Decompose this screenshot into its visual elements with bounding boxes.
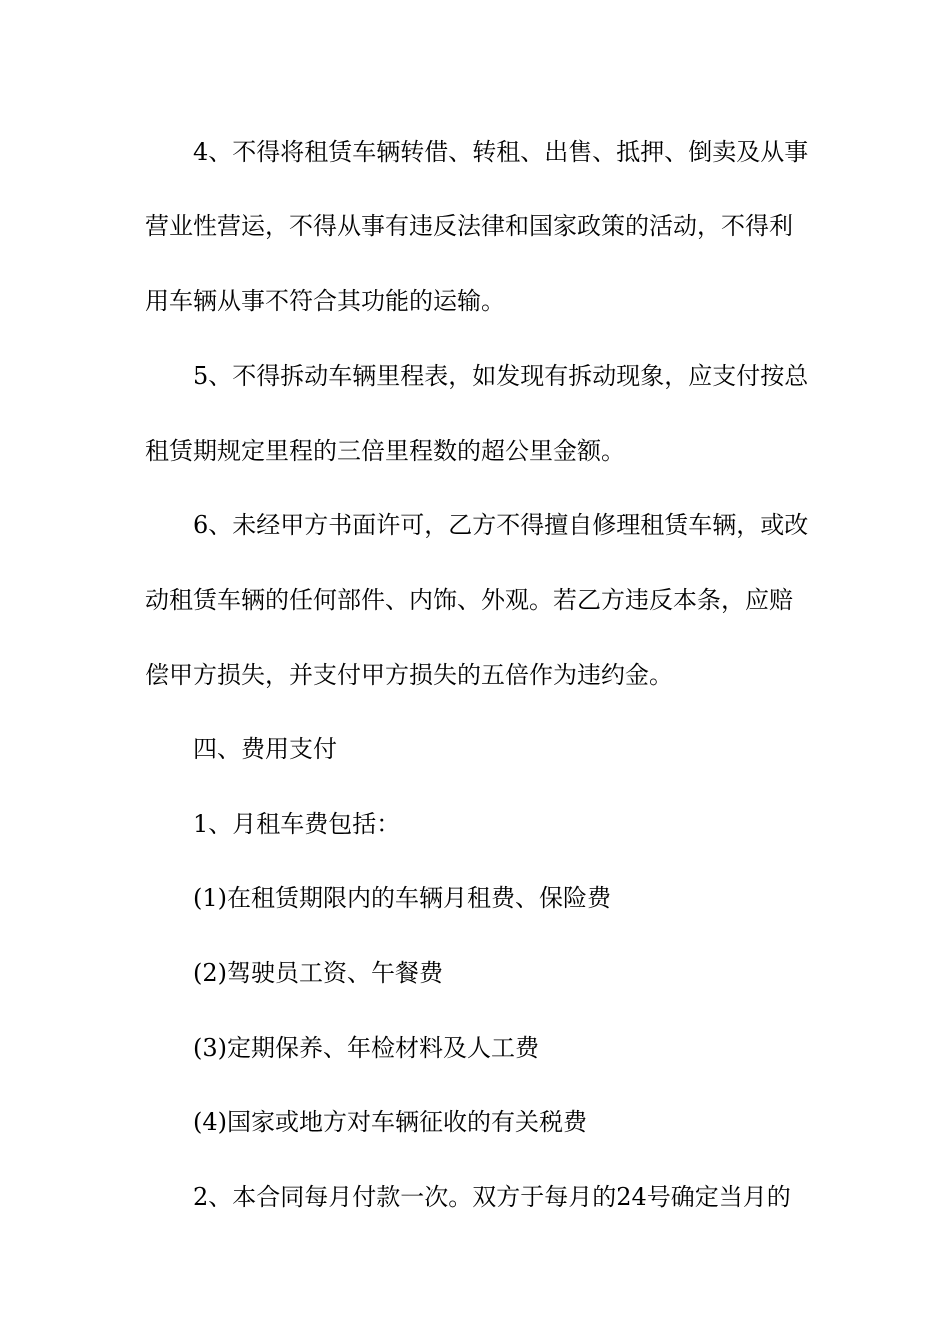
clause-5-line-1: 5、不得拆动车辆里程表，如发现有拆动现象，应支付按总: [193, 362, 809, 390]
payment-item-1: 1、月租车费包括：: [193, 810, 401, 838]
payment-subitem-3: (3)定期保养、年检材料及人工费: [193, 1034, 539, 1062]
clause-4-line-3: 用车辆从事不符合其功能的运输。: [145, 287, 505, 315]
section-heading: 四、费用支付: [193, 735, 337, 763]
clause-4-line-1: 4、不得将租赁车辆转借、转租、出售、抵押、倒卖及从事: [193, 138, 809, 166]
clause-6-line-3: 偿甲方损失，并支付甲方损失的五倍作为违约金。: [145, 661, 673, 689]
clause-6-line-1: 6、未经甲方书面许可，乙方不得擅自修理租赁车辆，或改: [193, 511, 809, 539]
clause-5-line-2: 租赁期规定里程的三倍里程数的超公里金额。: [145, 437, 625, 465]
payment-subitem-2: (2)驾驶员工资、午餐费: [193, 959, 443, 987]
payment-item-2: 2、本合同每月付款一次。双方于每月的24号确定当月的: [193, 1183, 791, 1211]
payment-subitem-4: (4)国家或地方对车辆征收的有关税费: [193, 1108, 587, 1136]
payment-subitem-1: (1)在租赁期限内的车辆月租费、保险费: [193, 884, 611, 912]
clause-6-line-2: 动租赁车辆的任何部件、内饰、外观。若乙方违反本条，应赔: [145, 586, 793, 614]
clause-4-line-2: 营业性营运，不得从事有违反法律和国家政策的活动，不得利: [145, 212, 793, 240]
